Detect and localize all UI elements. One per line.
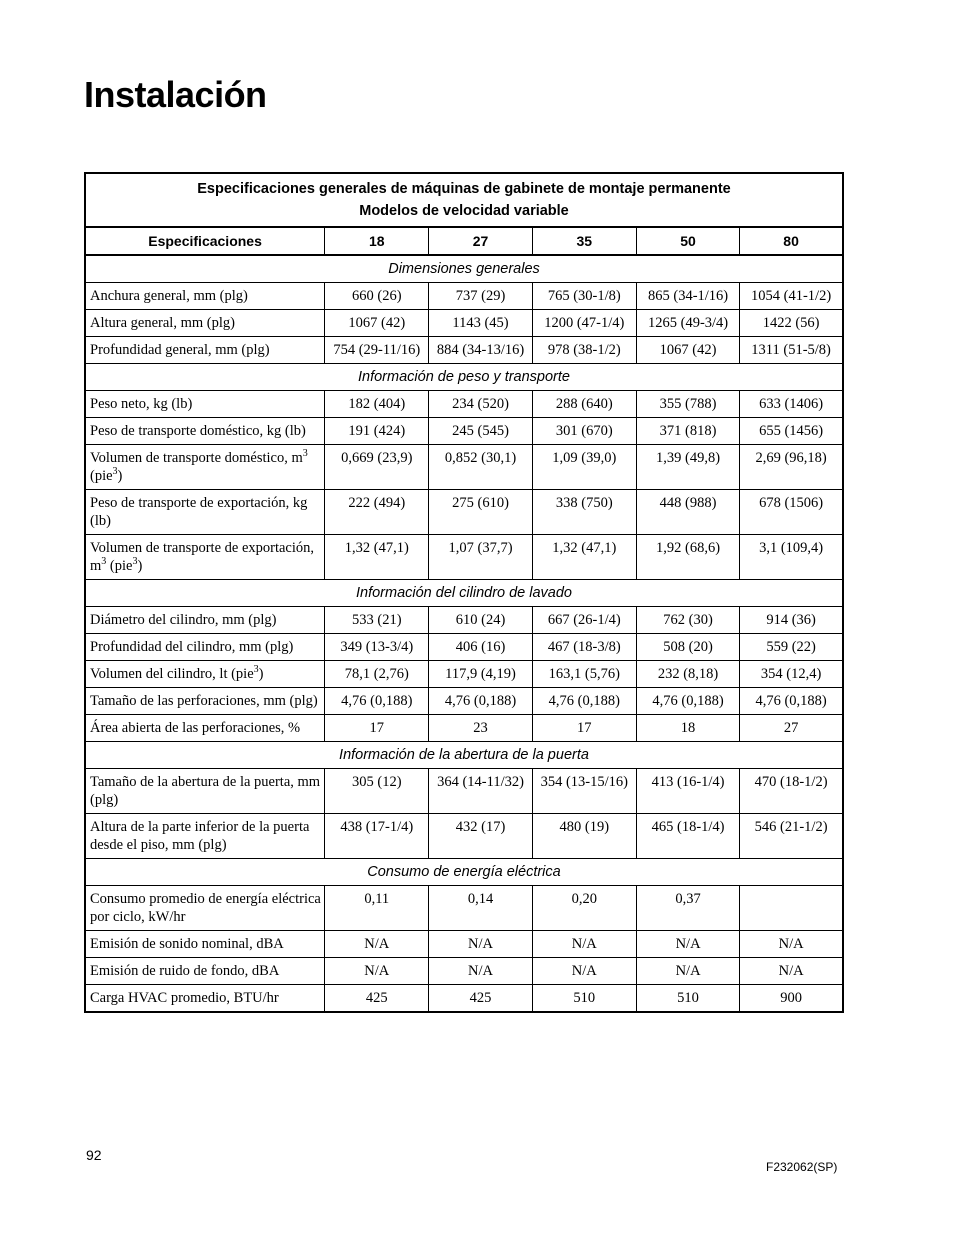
table-cell: N/A bbox=[532, 958, 636, 985]
table-cell: 222 (494) bbox=[325, 490, 429, 535]
table-cell: 1422 (56) bbox=[740, 310, 843, 337]
table-cell: 610 (24) bbox=[429, 607, 532, 634]
column-header: 27 bbox=[429, 227, 532, 255]
section-title: Información de la abertura de la puerta bbox=[85, 742, 843, 769]
table-row bbox=[85, 535, 843, 580]
superscript: 3 bbox=[253, 664, 259, 676]
label-text: Volumen del cilindro, lt (pie bbox=[90, 666, 254, 682]
row-label bbox=[85, 445, 325, 490]
row-label: Carga HVAC promedio, BTU/hr bbox=[85, 985, 325, 1013]
table-cell: 406 (16) bbox=[429, 634, 532, 661]
specifications-table bbox=[84, 172, 844, 1013]
page-title: Instalación bbox=[84, 74, 267, 115]
table-cell: 0,11 bbox=[325, 886, 429, 931]
table-cell: 27 bbox=[740, 715, 843, 742]
table-row bbox=[85, 985, 843, 1013]
table-cell: 245 (545) bbox=[429, 418, 532, 445]
table-cell: 0,37 bbox=[636, 886, 739, 931]
table-row bbox=[85, 391, 843, 418]
table-cell: 1054 (41-1/2) bbox=[740, 283, 843, 310]
table-cell: 23 bbox=[429, 715, 532, 742]
table-cell: 17 bbox=[532, 715, 636, 742]
table-cell: 448 (988) bbox=[636, 490, 739, 535]
row-label bbox=[85, 535, 325, 580]
table-cell: 559 (22) bbox=[740, 634, 843, 661]
table-cell: 354 (13-15/16) bbox=[532, 769, 636, 814]
column-header: 50 bbox=[636, 227, 739, 255]
table-cell: 480 (19) bbox=[532, 814, 636, 859]
table-row bbox=[85, 445, 843, 490]
table-row bbox=[85, 814, 843, 859]
table-cell: 438 (17-1/4) bbox=[325, 814, 429, 859]
table-cell: 78,1 (2,76) bbox=[325, 661, 429, 688]
section-title: Dimensiones generales bbox=[85, 255, 843, 283]
row-label: Tamaño de las perforaciones, mm (plg) bbox=[85, 688, 325, 715]
table-row bbox=[85, 283, 843, 310]
table-cell: 413 (16-1/4) bbox=[636, 769, 739, 814]
table-cell: 1143 (45) bbox=[429, 310, 532, 337]
table-cell: 1,07 (37,7) bbox=[429, 535, 532, 580]
table-cell bbox=[740, 886, 843, 931]
table-cell: 1,32 (47,1) bbox=[532, 535, 636, 580]
table-cell: 754 (29-11/16) bbox=[325, 337, 429, 364]
table-cell: 1311 (51-5/8) bbox=[740, 337, 843, 364]
label-text: Volumen de transporte doméstico, m bbox=[90, 450, 303, 466]
table-cell: 355 (788) bbox=[636, 391, 739, 418]
table-row bbox=[85, 688, 843, 715]
table-cell: 465 (18-1/4) bbox=[636, 814, 739, 859]
table-row bbox=[85, 931, 843, 958]
table-cell: 432 (17) bbox=[429, 814, 532, 859]
row-label: Peso de transporte doméstico, kg (lb) bbox=[85, 418, 325, 445]
section-header-row bbox=[85, 742, 843, 769]
table-cell: 354 (12,4) bbox=[740, 661, 843, 688]
table-row bbox=[85, 310, 843, 337]
row-label bbox=[85, 661, 325, 688]
row-label: Área abierta de las perforaciones, % bbox=[85, 715, 325, 742]
table-row bbox=[85, 769, 843, 814]
table-cell: 467 (18-3/8) bbox=[532, 634, 636, 661]
row-label: Tamaño de la abertura de la puerta, mm (plg) bbox=[85, 769, 325, 814]
table-cell: 234 (520) bbox=[429, 391, 532, 418]
row-label: Altura general, mm (plg) bbox=[85, 310, 325, 337]
table-cell: N/A bbox=[325, 958, 429, 985]
table-cell: N/A bbox=[740, 931, 843, 958]
table-cell: 232 (8,18) bbox=[636, 661, 739, 688]
table-cell: 655 (1456) bbox=[740, 418, 843, 445]
table-row bbox=[85, 337, 843, 364]
column-header: 80 bbox=[740, 227, 843, 255]
table-cell: 1,39 (49,8) bbox=[636, 445, 739, 490]
table-row bbox=[85, 886, 843, 931]
section-title: Consumo de energía eléctrica bbox=[85, 859, 843, 886]
row-label: Diámetro del cilindro, mm (plg) bbox=[85, 607, 325, 634]
table-cell: 4,76 (0,188) bbox=[325, 688, 429, 715]
column-header: Especificaciones bbox=[85, 227, 325, 255]
label-text: ) bbox=[258, 666, 264, 682]
table-cell: 364 (14-11/32) bbox=[429, 769, 532, 814]
row-label: Peso de transporte de exportación, kg (lb) bbox=[85, 490, 325, 535]
table-cell: 633 (1406) bbox=[740, 391, 843, 418]
table-cell: 371 (818) bbox=[636, 418, 739, 445]
table-cell: 678 (1506) bbox=[740, 490, 843, 535]
table-cell: 667 (26-1/4) bbox=[532, 607, 636, 634]
table-row bbox=[85, 418, 843, 445]
table-cell: 4,76 (0,188) bbox=[740, 688, 843, 715]
table-cell: 0,852 (30,1) bbox=[429, 445, 532, 490]
table-cell: 884 (34-13/16) bbox=[429, 337, 532, 364]
label-text: ) bbox=[137, 558, 143, 574]
superscript: 3 bbox=[112, 466, 118, 478]
label-text: Volumen de transporte de exportación, m bbox=[90, 540, 315, 574]
table-cell: N/A bbox=[429, 958, 532, 985]
table-cell: 533 (21) bbox=[325, 607, 429, 634]
section-title: Información de peso y transporte bbox=[85, 364, 843, 391]
table-cell: 305 (12) bbox=[325, 769, 429, 814]
table-cell: 4,76 (0,188) bbox=[429, 688, 532, 715]
table-cell: N/A bbox=[636, 931, 739, 958]
table-caption-line1: Especificaciones generales de máquinas de gabinete de montaje permanente bbox=[197, 181, 731, 197]
table-cell: 0,14 bbox=[429, 886, 532, 931]
table-cell: 117,9 (4,19) bbox=[429, 661, 532, 688]
table-caption-line2: Modelos de velocidad variable bbox=[359, 203, 569, 219]
table-cell: 2,69 (96,18) bbox=[740, 445, 843, 490]
table-cell: N/A bbox=[740, 958, 843, 985]
row-label: Emisión de ruido de fondo, dBA bbox=[85, 958, 325, 985]
label-text: (pie bbox=[106, 558, 133, 574]
table-cell: 737 (29) bbox=[429, 283, 532, 310]
table-cell: 288 (640) bbox=[532, 391, 636, 418]
row-label: Anchura general, mm (plg) bbox=[85, 283, 325, 310]
superscript: 3 bbox=[101, 556, 107, 568]
row-label: Emisión de sonido nominal, dBA bbox=[85, 931, 325, 958]
label-text: (pie bbox=[90, 468, 113, 484]
table-cell: 914 (36) bbox=[740, 607, 843, 634]
row-label: Peso neto, kg (lb) bbox=[85, 391, 325, 418]
table-row bbox=[85, 634, 843, 661]
table-cell: 163,1 (5,76) bbox=[532, 661, 636, 688]
table-row bbox=[85, 958, 843, 985]
table-cell: N/A bbox=[325, 931, 429, 958]
section-header-row bbox=[85, 364, 843, 391]
table-cell: 4,76 (0,188) bbox=[532, 688, 636, 715]
table-cell: 191 (424) bbox=[325, 418, 429, 445]
superscript: 3 bbox=[302, 448, 308, 460]
table-cell: 510 bbox=[636, 985, 739, 1013]
table-row bbox=[85, 490, 843, 535]
table-cell: 4,76 (0,188) bbox=[636, 688, 739, 715]
column-header: 35 bbox=[532, 227, 636, 255]
table-cell: 1265 (49-3/4) bbox=[636, 310, 739, 337]
table-cell: 1067 (42) bbox=[636, 337, 739, 364]
table-cell: 546 (21-1/2) bbox=[740, 814, 843, 859]
section-header-row bbox=[85, 859, 843, 886]
table-row bbox=[85, 661, 843, 688]
table-cell: 1200 (47-1/4) bbox=[532, 310, 636, 337]
row-label: Profundidad general, mm (plg) bbox=[85, 337, 325, 364]
section-header-row bbox=[85, 580, 843, 607]
table-cell: 338 (750) bbox=[532, 490, 636, 535]
table-cell: 425 bbox=[429, 985, 532, 1013]
superscript: 3 bbox=[132, 556, 138, 568]
table-cell: 18 bbox=[636, 715, 739, 742]
table-cell: 470 (18-1/2) bbox=[740, 769, 843, 814]
table-cell: 275 (610) bbox=[429, 490, 532, 535]
table-cell: 900 bbox=[740, 985, 843, 1013]
table-cell: 425 bbox=[325, 985, 429, 1013]
column-header: 18 bbox=[325, 227, 429, 255]
table-cell: 1,09 (39,0) bbox=[532, 445, 636, 490]
table-cell: 1067 (42) bbox=[325, 310, 429, 337]
page-number: 92 bbox=[86, 1147, 102, 1163]
table-cell: 0,20 bbox=[532, 886, 636, 931]
section-title: Información del cilindro de lavado bbox=[85, 580, 843, 607]
document-id: F232062(SP) bbox=[766, 1160, 838, 1174]
table-cell: 865 (34-1/16) bbox=[636, 283, 739, 310]
table-cell: 349 (13-3/4) bbox=[325, 634, 429, 661]
table-cell: 1,92 (68,6) bbox=[636, 535, 739, 580]
table-cell: 0,669 (23,9) bbox=[325, 445, 429, 490]
table-cell: N/A bbox=[636, 958, 739, 985]
table-cell: N/A bbox=[429, 931, 532, 958]
table-cell: 182 (404) bbox=[325, 391, 429, 418]
row-label: Profundidad del cilindro, mm (plg) bbox=[85, 634, 325, 661]
table-cell: 508 (20) bbox=[636, 634, 739, 661]
row-label: Consumo promedio de energía eléctrica por ciclo, kW/hr bbox=[85, 886, 325, 931]
table-cell: 301 (670) bbox=[532, 418, 636, 445]
table-row bbox=[85, 607, 843, 634]
table-cell: 762 (30) bbox=[636, 607, 739, 634]
table-caption bbox=[85, 173, 843, 227]
table-cell: 765 (30-1/8) bbox=[532, 283, 636, 310]
table-cell: 660 (26) bbox=[325, 283, 429, 310]
row-label: Altura de la parte inferior de la puerta desde el piso, mm (plg) bbox=[85, 814, 325, 859]
label-text: ) bbox=[117, 468, 123, 484]
table-cell: 3,1 (109,4) bbox=[740, 535, 843, 580]
table-cell: 510 bbox=[532, 985, 636, 1013]
table-row bbox=[85, 715, 843, 742]
table-header-row bbox=[85, 227, 843, 255]
table-cell: N/A bbox=[532, 931, 636, 958]
table-cell: 17 bbox=[325, 715, 429, 742]
section-header-row bbox=[85, 255, 843, 283]
table-cell: 1,32 (47,1) bbox=[325, 535, 429, 580]
table-cell: 978 (38-1/2) bbox=[532, 337, 636, 364]
